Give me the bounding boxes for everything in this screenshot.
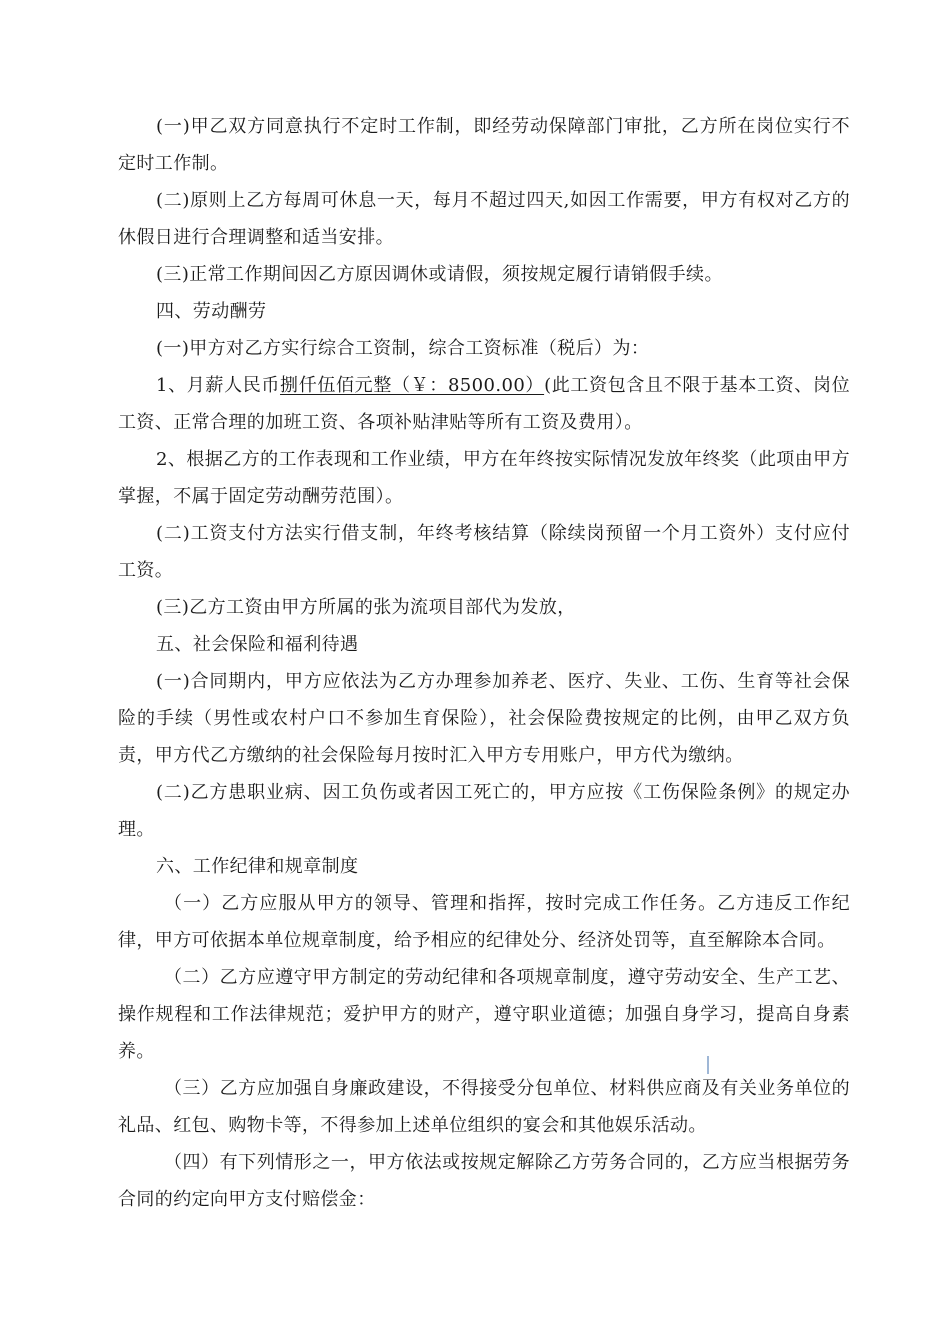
salary-prefix: 1、月薪人民币 <box>156 375 281 396</box>
paragraph-rest-days: (二)原则上乙方每周可休息一天，每月不超过四天,如因工作需要，甲方有权对乙方的休假日进行合理调整和适当安排。 <box>118 190 850 248</box>
paragraph-termination-compensation: （四）有下列情形之一，甲方依法或按规定解除乙方劳务合同的，乙方应当根据劳务合同的约定向甲方支付赔偿金： <box>118 1152 850 1210</box>
paragraph-leave-procedure: (三)正常工作期间因乙方原因调休或请假，须按规定履行请销假手续。 <box>156 264 723 285</box>
salary-amount: 捌仟伍佰元整（￥：8500.00） <box>280 375 545 396</box>
paragraph-social-insurance: (一)合同期内，甲方应依法为乙方办理参加养老、医疗、失业、工伤、生育等社会保险的手续（男性或农村户口不参加生育保险），社会保险费按规定的比例，由甲乙双方负责，甲方代乙方缴纳的社会保险每月按时汇入甲方专用账户，甲方代为缴纳。 <box>118 671 850 766</box>
document-body <box>118 108 850 1218</box>
paragraph-payment-agent: (三)乙方工资由甲方所属的张为流项目部代为发放， <box>156 597 576 618</box>
section-heading-social-insurance: 五、社会保险和福利待遇 <box>156 634 359 655</box>
section-heading-remuneration: 四、劳动酬劳 <box>156 301 267 322</box>
paragraph-monthly-salary <box>118 367 850 441</box>
salary-note: (此工资包含且不限于基本工资、岗位工资、正常合理的加班工资、各项补贴津贴等所有工资及费用）。 <box>118 375 850 433</box>
section-heading-discipline: 六、工作纪律和规章制度 <box>156 856 359 877</box>
paragraph-work-hours-system: (一)甲乙双方同意执行不定时工作制，即经劳动保障部门审批，乙方所在岗位实行不定时工作制。 <box>118 116 850 174</box>
paragraph-payment-method: (二)工资支付方法实行借支制，年终考核结算（除续岗预留一个月工资外）支付应付工资。 <box>118 523 850 581</box>
paragraph-obey-management: （一）乙方应服从甲方的领导、管理和指挥，按时完成工作任务。乙方违反工作纪律，甲方可依据本单位规章制度，给予相应的纪律处分、经济处罚等，直至解除本合同。 <box>118 893 850 951</box>
text-cursor <box>707 1056 709 1074</box>
paragraph-salary-system: (一)甲方对乙方实行综合工资制，综合工资标准（税后）为： <box>156 338 650 359</box>
paragraph-follow-rules: （二）乙方应遵守甲方制定的劳动纪律和各项规章制度，遵守劳动安全、生产工艺、操作规程和工作法律规范；爱护甲方的财产，遵守职业道德；加强自身学习，提高自身素养。 <box>118 967 850 1062</box>
paragraph-work-injury: (二)乙方患职业病、因工负伤或者因工死亡的，甲方应按《工伤保险条例》的规定办理。 <box>118 782 850 840</box>
paragraph-integrity: （三）乙方应加强自身廉政建设，不得接受分包单位、材料供应商及有关业务单位的礼品、红包、购物卡等，不得参加上述单位组织的宴会和其他娱乐活动。 <box>118 1078 850 1136</box>
paragraph-year-end-bonus: 2、根据乙方的工作表现和工作业绩，甲方在年终按实际情况发放年终奖（此项由甲方掌握，不属于固定劳动酬劳范围）。 <box>118 449 850 507</box>
